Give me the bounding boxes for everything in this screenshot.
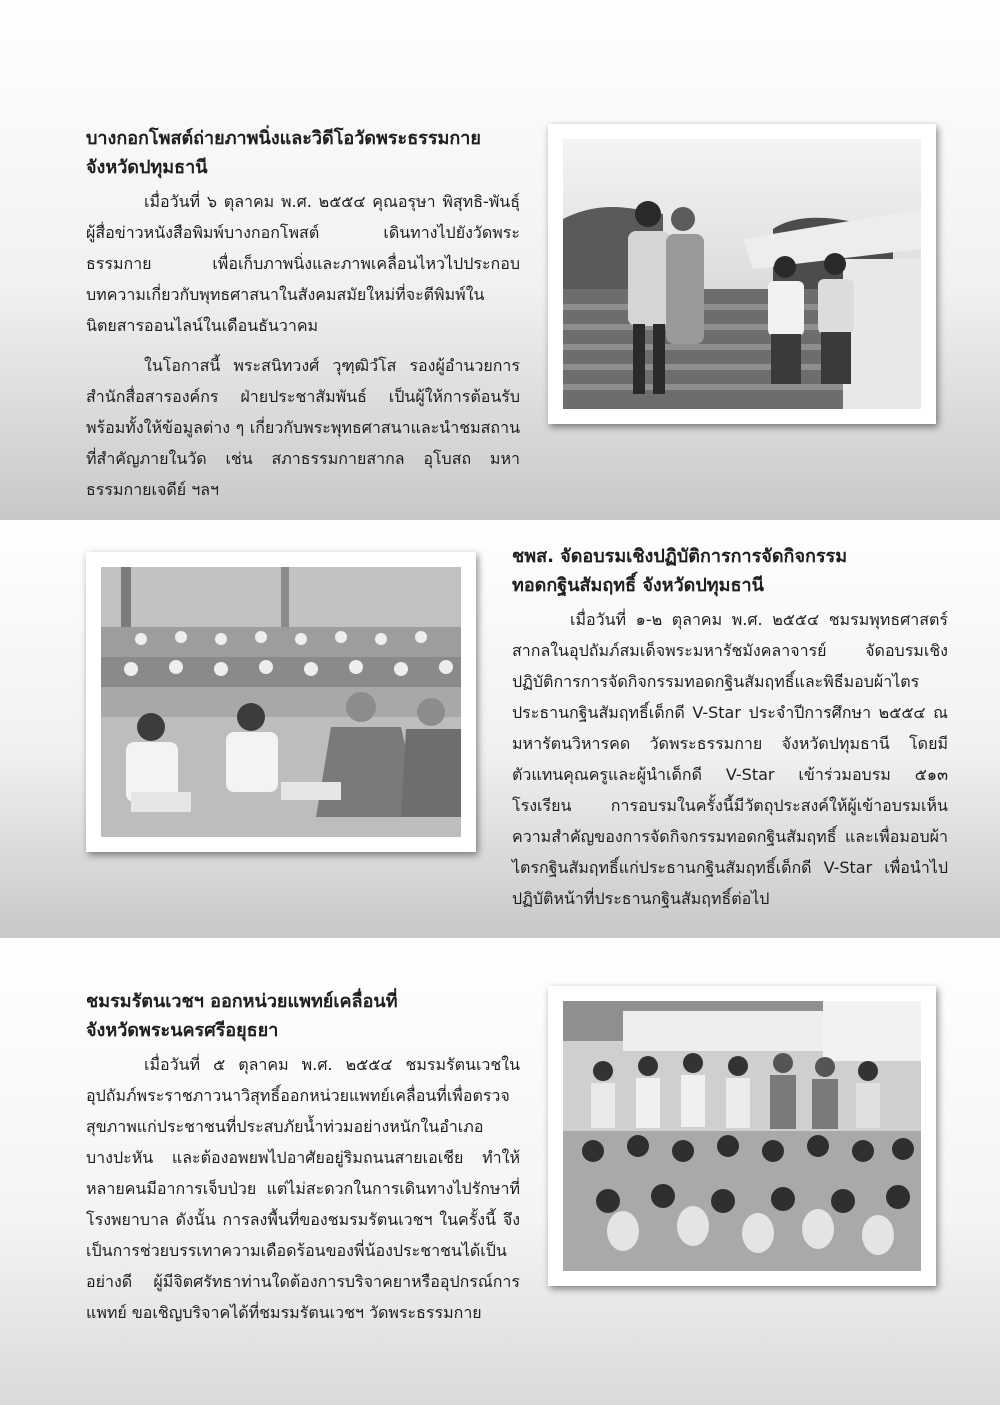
photo-image [563, 139, 921, 409]
photo-mobile-medical-unit [548, 986, 936, 1286]
headline-line-1: บางกอกโพสต์ถ่ายภาพนิ่งและวิดีโอวัดพระธรรมกาย [86, 128, 481, 149]
article-mobile-medical-unit [86, 987, 520, 1337]
photo-bangkok-post-visit [548, 124, 936, 424]
article-paragraph: เมื่อวันที่ ๑-๒ ตุลาคม พ.ศ. ๒๕๕๔ ชมรมพุทธศาสตร์สากลในอุปถัมภ์สมเด็จพระมหารัชมังคลาจารย์ จัดอบรมเชิงปฏิบัติการการจัดกิจกรรมทอดกฐินสัมฤทธิ์และพิธีมอบผ้าไตรประธานกฐินสัมฤทธิ์เด็กดี V-Star ประจำปีการศึกษา ๒๕๕๔ ณ มหารัตนวิหารคด วัดพระธรรมกาย จังหวัดปทุมธานี โดยมีตัวแทนคุณครูและผู้นำเด็กดี V-Star เข้าร่วมอบรม ๕๑๓ โรงเรียน การอบรมในครั้งนี้มีวัตถุประสงค์ให้ผู้เข้าอบรมเห็นความสำคัญของการจัดกิจกรรมทอดกฐินสัมฤทธิ์ และเพื่อมอบผ้าไตรกฐินสัมฤทธิ์แก่ประธานกฐินสัมฤทธิ์เด็กดี V-Star เพื่อนำไปปฏิบัติหน้าที่ประธานกฐินสัมฤทธิ์ต่อไป [512, 610, 948, 908]
article-bangkok-post [86, 124, 520, 514]
photo-image [563, 1001, 921, 1271]
article-headline [512, 542, 948, 600]
headline-line-1: ชมรมรัตนเวชฯ ออกหน่วยแพทย์เคลื่อนที่ [86, 991, 398, 1012]
article-paragraph: ในโอกาสนี้ พระสนิทวงศ์ วุฑฺฒิวํโส รองผู้อำนวยการสำนักสื่อสารองค์กร ฝ่ายประชาสัมพันธ์ เป็นผู้ให้การต้อนรับ พร้อมทั้งให้ข้อมูลต่าง ๆ เกี่ยวกับพระพุทธศาสนาและนำชมสถานที่สำคัญภายในวัด เช่น สภาธรรมกายสากล อุโบสถ มหาธรรมกายเจดีย์ ฯลฯ [86, 356, 520, 499]
headline-line-1: ชพส. จัดอบรมเชิงปฏิบัติการการจัดกิจกรรม [512, 546, 848, 567]
article-kathina-training [512, 542, 948, 923]
headline-line-2: จังหวัดปทุมธานี [86, 157, 208, 178]
headline-line-2: ทอดกฐินสัมฤทธิ์ จังหวัดปทุมธานี [512, 575, 764, 596]
photo-image [101, 567, 461, 837]
photo-kathina-training [86, 552, 476, 852]
article-headline [86, 987, 520, 1045]
article-paragraph: เมื่อวันที่ ๕ ตุลาคม พ.ศ. ๒๕๕๔ ชมรมรัตนเวชในอุปถัมภ์พระราชภาวนาวิสุทธิ์ออกหน่วยแพทย์เคลื่อนที่เพื่อตรวจสุขภาพแก่ประชาชนที่ประสบภัยน้ำท่วมอย่างหนักในอำเภอบางปะหัน และต้องอพยพไปอาศัยอยู่ริมถนนสายเอเชีย ทำให้หลายคนมีอาการเจ็บป่วย แต่ไม่สะดวกในการเดินทางไปรักษาที่โรงพยาบาล ดังนั้น การลงพื้นที่ของชมรมรัตนเวชฯ ในครั้งนี้ จึงเป็นการช่วยบรรเทาความเดือดร้อนของพี่น้องประชาชนได้เป็นอย่างดี ผู้มีจิตศรัทธาท่านใดต้องการบริจาคยาหรืออุปกรณ์การแพทย์ ขอเชิญบริจาคได้ที่ชมรมรัตนเวชฯ วัดพระธรรมกาย [86, 1055, 520, 1322]
article-headline [86, 124, 520, 182]
headline-line-2: จังหวัดพระนครศรีอยุธยา [86, 1020, 279, 1041]
article-paragraph: เมื่อวันที่ ๖ ตุลาคม พ.ศ. ๒๕๕๔ คุณอรุษา พิสุทธิ-พันธุ์ ผู้สื่อข่าวหนังสือพิมพ์บางกอกโพสต์ เดินทางไปยังวัดพระธรรมกาย เพื่อเก็บภาพนิ่งและภาพเคลื่อนไหวไปประกอบบทความเกี่ยวกับพุทธศาสนาในสังคมสมัยใหม่ที่จะตีพิมพ์ในนิตยสารออนไลน์ในเดือนธันวาคม [86, 192, 520, 335]
